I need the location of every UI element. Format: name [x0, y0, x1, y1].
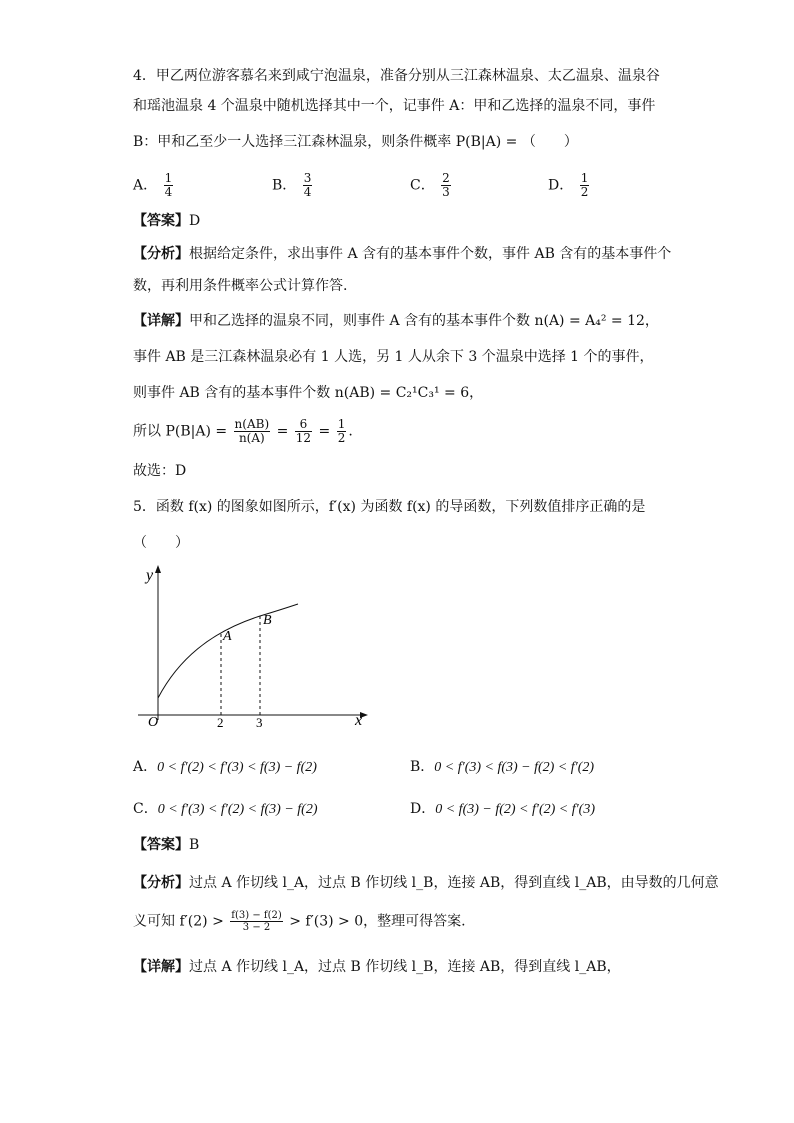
q5-option-c [133, 799, 318, 820]
q4-option-letter: D． [548, 177, 574, 194]
fraction-numerator: 6 [295, 418, 312, 432]
fraction-denominator: 3 [442, 185, 450, 199]
q4-option-c [410, 172, 453, 199]
detail-tag: 【详解】 [133, 959, 189, 975]
q4-option-fraction [303, 172, 313, 199]
q5-analysis-line1 [133, 873, 719, 893]
analysis-suffix: > f′(3) > 0，整理可得答案. [289, 913, 466, 930]
q5-option-letter: D． [410, 801, 436, 817]
detail-fraction-3 [337, 418, 347, 445]
q5-analysis-line2 [133, 910, 466, 933]
q5-detail-line1 [133, 957, 621, 977]
q4-detail-line2: 事件 AB 是三江森林温泉必有 1 人选，另 1 人从余下 3 个温泉中选择 1 个的事件， [133, 349, 654, 365]
q5-option-d [410, 799, 595, 820]
q5-option-text: 0 < f(3) − f(2) < f′(2) < f′(3) [435, 802, 596, 817]
fraction-numerator: n(AB) [234, 417, 270, 431]
analysis-prefix: 义可知 f′(2) > [133, 913, 229, 930]
q4-option-d [548, 172, 591, 199]
q4-option-letter: A． [133, 177, 158, 194]
q5-option-text: 0 < f′(3) < f(3) − f(2) < f′(2) [434, 760, 595, 775]
q5-option-letter: B． [410, 759, 435, 775]
q4-detail-line1 [133, 311, 659, 331]
detail-prefix: 所以 P(B|A) = [133, 423, 232, 440]
detail-fraction-1 [234, 418, 271, 445]
y-axis-arrow [155, 565, 161, 573]
point-b-label: B [263, 613, 272, 628]
q4-option-letter: B． [272, 177, 297, 194]
q5-stem-line1: 5．函数 f(x) 的图象如图所示，f′(x) 为函数 f(x) 的导函数，下列数值排序正确的是 [133, 499, 646, 515]
q4-detail-line4 [133, 418, 353, 445]
q4-stem-line3: B：甲和乙至少一人选择三江森林温泉，则条件概率 P(B|A) = （ ） [133, 134, 578, 150]
q5-option-a [133, 757, 317, 778]
q4-conclusion: 故选：D [133, 463, 187, 479]
fraction-numerator: 1 [580, 171, 589, 185]
answer-value: B [189, 837, 200, 853]
q4-option-a [133, 172, 175, 199]
q4-analysis-line1 [133, 244, 671, 264]
answer-tag: 【答案】 [133, 213, 189, 229]
x-axis-label: x [355, 712, 363, 729]
analysis-fraction [230, 910, 282, 933]
q5-option-letter: C． [133, 801, 158, 817]
detail-fraction-2 [295, 418, 312, 445]
answer-value: D [189, 213, 201, 229]
detail-text: 甲和乙选择的温泉不同，则事件 A 含有的基本事件个数 n(A) = A₄² = 12， [189, 313, 659, 329]
q5-option-text: 0 < f′(2) < f′(3) < f(3) − f(2) [157, 760, 317, 775]
q5-option-letter: A． [133, 759, 158, 775]
analysis-tag: 【分析】 [133, 246, 189, 262]
fraction-denominator: 2 [337, 431, 346, 445]
fraction-denominator: 4 [164, 185, 173, 199]
q4-detail-line3: 则事件 AB 含有的基本事件个数 n(AB) = C₂¹C₃¹ = 6， [133, 385, 484, 401]
q5-option-text: 0 < f′(3) < f′(2) < f(3) − f(2) [157, 802, 318, 817]
fraction-numerator: 3 [303, 171, 312, 185]
q4-analysis-line2: 数，再利用条件概率公式计算作答. [133, 278, 348, 294]
q5-option-b [410, 757, 594, 778]
q4-stem-line1: 4．甲乙两位游客慕名来到咸宁泡温泉，准备分别从三江森林温泉、太乙温泉、温泉谷 [133, 68, 660, 84]
fraction-denominator: 2 [580, 185, 589, 199]
tick-label-2: 2 [217, 715, 224, 730]
q4-option-letter: C． [410, 177, 435, 194]
analysis-text: 根据给定条件，求出事件 A 含有的基本事件个数，事件 AB 含有的基本事件个 [189, 246, 672, 262]
q4-option-b [272, 172, 314, 199]
tick-label-3: 3 [256, 715, 263, 730]
fraction-denominator: 3 − 2 [242, 922, 271, 933]
q4-option-fraction [580, 172, 590, 199]
fraction-numerator: f(3) − f(2) [231, 910, 282, 921]
answer-tag: 【答案】 [133, 837, 189, 853]
point-a-label: A [223, 629, 232, 644]
q5-stem-line2: （ ） [133, 535, 189, 551]
fraction-denominator: 4 [303, 185, 312, 199]
fraction-denominator: 12 [295, 431, 312, 445]
origin-label: O [148, 715, 159, 730]
function-graph [130, 560, 380, 735]
q4-answer [133, 211, 200, 231]
detail-tag: 【详解】 [133, 313, 189, 329]
fraction-numerator: 2 [442, 171, 450, 185]
analysis-tag: 【分析】 [133, 875, 189, 891]
q4-stem-line2: 和瑶池温泉 4 个温泉中随机选择其中一个，记事件 A：甲和乙选择的温泉不同，事件 [133, 98, 656, 114]
detail-text: 过点 A 作切线 l_A，过点 B 作切线 l_B，连接 AB，得到直线 l_AB， [189, 959, 621, 975]
analysis-text: 过点 A 作切线 l_A，过点 B 作切线 l_B，连接 AB，得到直线 l_AB，由导数的几何意 [189, 875, 719, 891]
function-curve [158, 604, 298, 698]
fraction-numerator: 1 [337, 417, 346, 431]
equals-sign: = [318, 423, 331, 440]
fraction-denominator: n(A) [238, 431, 265, 445]
q4-option-fraction [441, 172, 451, 199]
equals-sign: = [276, 423, 289, 440]
y-axis-label: y [146, 567, 154, 584]
period: . [348, 423, 353, 440]
q5-answer [133, 835, 199, 855]
q4-option-fraction [164, 172, 174, 199]
fraction-numerator: 1 [164, 171, 173, 185]
